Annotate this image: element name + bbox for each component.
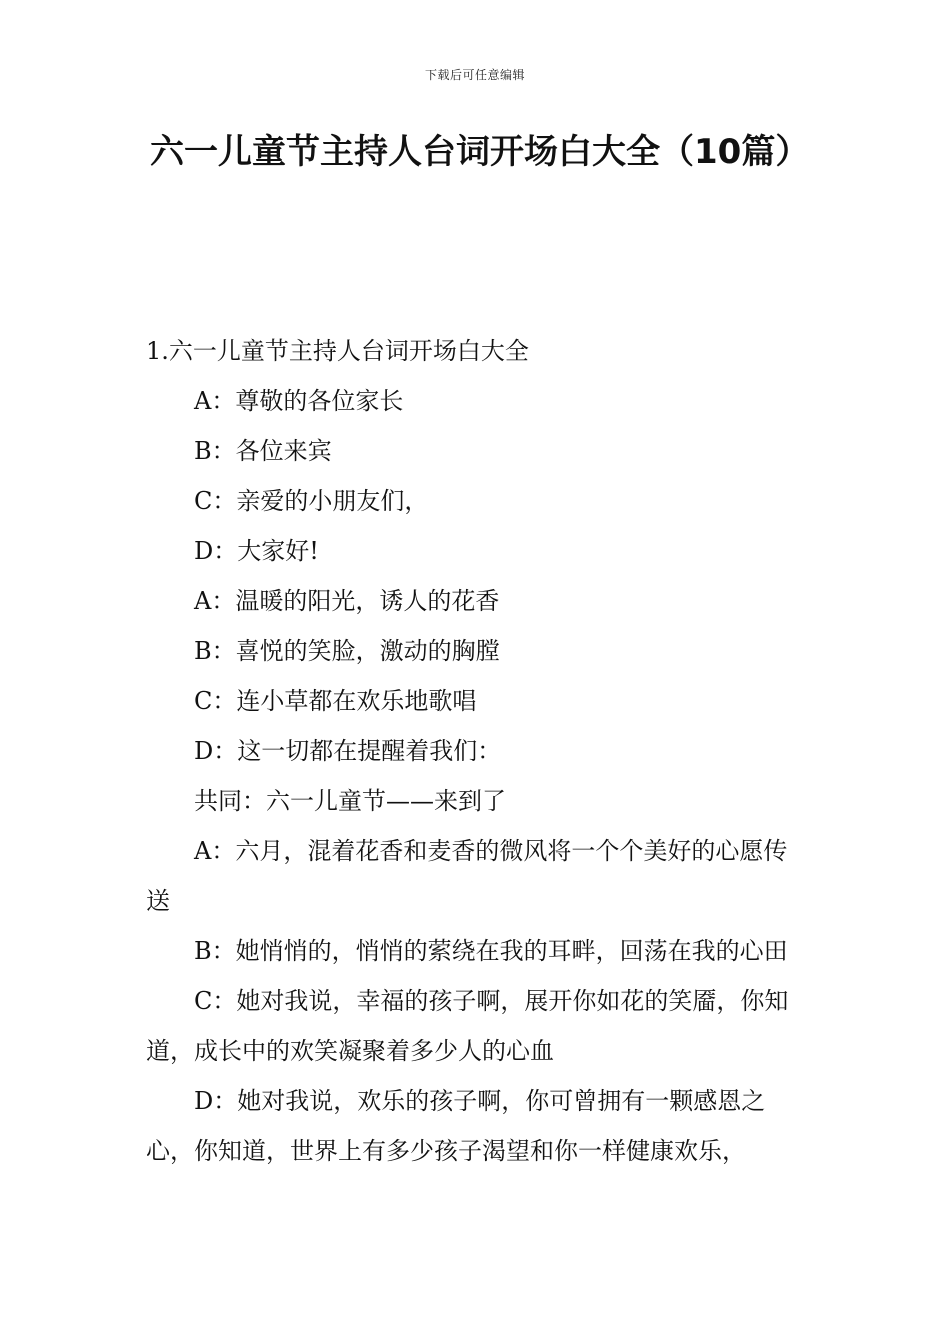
section-heading: 1.六一儿童节主持人台词开场白大全	[146, 337, 529, 365]
dialogue-line: C：亲爱的小朋友们，	[194, 487, 429, 515]
dialogue-line: C：她对我说，幸福的孩子啊，展开你如花的笑靥，你知道，成长中的欢笑凝聚着多少人的心血	[146, 987, 789, 1065]
header-note: 下载后可任意编辑	[424, 68, 525, 82]
dialogue-line: A：温暖的阳光，诱人的花香	[194, 587, 500, 615]
dialogue-line: D：这一切都在提醒着我们：	[194, 737, 502, 765]
document-title: 六一儿童节主持人台词开场白大全（10篇）	[150, 132, 810, 172]
document-body	[146, 326, 808, 1176]
dialogue-line: D：她对我说，欢乐的孩子啊，你可曾拥有一颗感恩之心，你知道，世界上有多少孩子渴望和你一样健康欢乐，	[146, 1087, 766, 1165]
dialogue-line: B：喜悦的笑脸，激动的胸膛	[194, 637, 500, 665]
dialogue-line: A：六月，混着花香和麦香的微风将一个个美好的心愿传送	[146, 837, 788, 915]
dialogue-line: D：大家好!	[194, 537, 319, 565]
dialogue-line: A：尊敬的各位家长	[194, 387, 404, 415]
dialogue-line: B：她悄悄的，悄悄的萦绕在我的耳畔，回荡在我的心田	[194, 937, 788, 965]
dialogue-line: B：各位来宾	[194, 437, 332, 465]
dialogue-line: 共同：六一儿童节——来到了	[194, 787, 506, 815]
dialogue-line: C：连小草都在欢乐地歌唱	[194, 687, 477, 715]
